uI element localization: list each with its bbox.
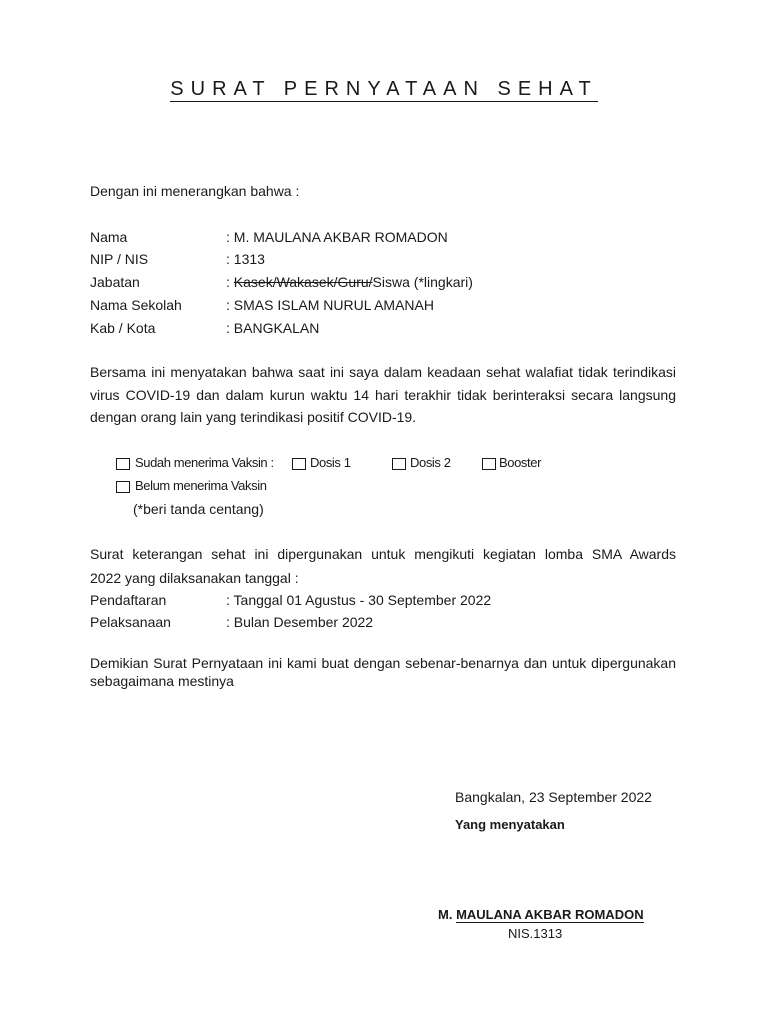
schedule-label-pendaftaran: Pendaftaran [90,592,167,608]
checkbox-dose2[interactable] [392,458,406,470]
jabatan-struck-options: Kasek/Wakasek/Guru/ [233,274,373,290]
document-title-text: SURAT PERNYATAAN SEHAT [170,78,598,100]
checkbox-note: (*beri tanda centang) [133,501,264,517]
field-label-jabatan: Jabatan [90,274,140,290]
schedule-value-pelaksanaan: : Bulan Desember 2022 [226,614,374,630]
field-value-nip: : 1313 [226,251,265,267]
place-date: Bangkalan, 23 September 2022 [455,789,652,805]
signature-heading: Yang menyatakan [455,817,565,832]
signatory-name-underlined: MAULANA AKBAR ROMADON [456,907,644,922]
closing-text: Demikian Surat Pernyataan ini kami buat dengan sebenar-benarnya dan untuk dipergunakan sebagaimana mestinya [90,655,676,689]
closing-paragraph [90,654,676,690]
purpose-text-1: Surat keterangan sehat ini dipergunakan untuk mengikuti kegiatan lomba SMA Awards [90,546,676,562]
field-value-nama: : M. MAULANA AKBAR ROMADON [226,229,448,245]
checkbox-not-vaccinated[interactable] [116,481,130,493]
field-label-nama: Nama [90,229,128,245]
jabatan-prefix: : [226,274,234,290]
dose1-label: Dosis 1 [310,455,351,470]
booster-label: Booster [499,455,542,470]
intro-text: Dengan ini menerangkan bahwa : [90,183,300,199]
checkbox-booster[interactable] [482,458,496,470]
jabatan-selected: Siswa [372,274,410,290]
purpose-line-1 [90,543,676,566]
dose2-label: Dosis 2 [410,455,451,470]
statement-paragraph [90,361,676,429]
checkbox-vaccinated[interactable] [116,458,130,470]
signatory-id: NIS.1313 [508,926,563,941]
field-value-sekolah: : SMAS ISLAM NURUL AMANAH [226,297,434,313]
signatory-name [438,907,644,922]
purpose-line-2: 2022 yang dilaksanakan tanggal : [90,570,299,586]
field-label-nip: NIP / NIS [90,251,149,267]
jabatan-note: (*lingkari) [409,274,473,290]
checkbox-dose1[interactable] [292,458,306,470]
statement-text: Bersama ini menyatakan bahwa saat ini saya dalam keadaan sehat walafiat tidak terindikasi virus COVID-19 dan dalam kurun waktu 14 hari terakhir tidak berinteraksi secara langsung dengan orang lain yang terindikasi positif COVID-19. [90,364,676,425]
not-vaccinated-label: Belum menerima Vaksin [135,478,267,493]
field-value-kota: : BANGKALAN [226,320,320,336]
field-label-kota: Kab / Kota [90,320,156,336]
field-label-sekolah: Nama Sekolah [90,297,182,313]
vaccinated-label: Sudah menerima Vaksin : [135,455,274,470]
schedule-value-pendaftaran: : Tanggal 01 Agustus - 30 September 2022 [226,592,492,608]
schedule-label-pelaksanaan: Pelaksanaan [90,614,171,630]
document-title [0,78,768,101]
field-value-jabatan [226,274,473,290]
signatory-name-prefix: M. [438,907,457,922]
